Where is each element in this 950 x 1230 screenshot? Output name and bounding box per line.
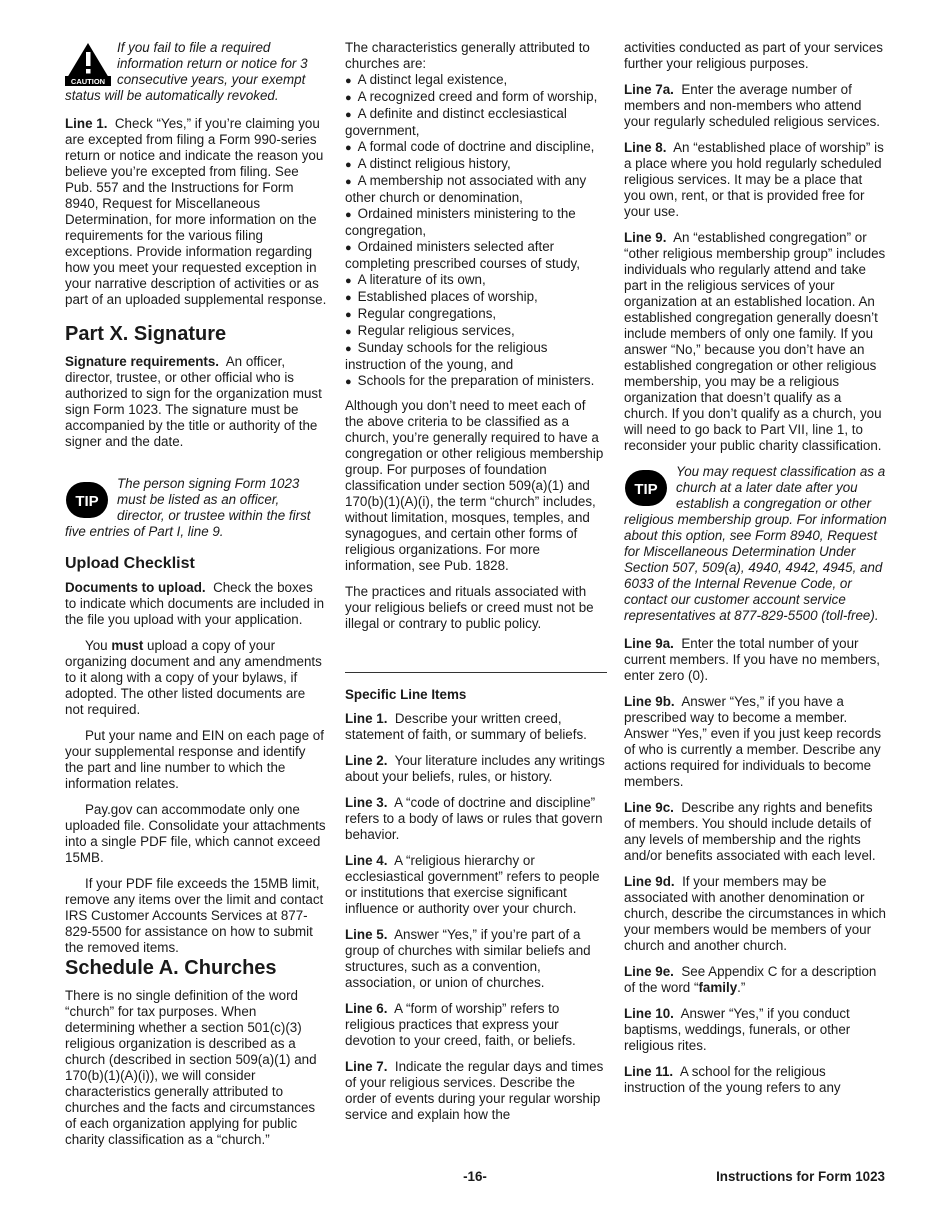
line-item-text: Enter the average number of members and non-members who attend your regularly scheduled religious services. xyxy=(624,82,881,129)
line-item-text: Describe your written creed, statement of faith, or summary of beliefs. xyxy=(345,711,587,742)
characteristic-item: ● A membership not associated with any other church or denomination, xyxy=(345,173,587,205)
characteristic-item: ● Schools for the preparation of ministers. xyxy=(345,373,595,388)
line-item-paragraph xyxy=(624,636,887,684)
bullet-icon: ● xyxy=(345,326,352,338)
line-item-text: If your members may be associated with another denomination or church, describe the circumstances in which your members would be members of your church and another church. xyxy=(624,874,886,953)
line-item-paragraph xyxy=(345,1001,607,1049)
svg-text:CAUTION: CAUTION xyxy=(70,77,106,86)
tip-notice-signer xyxy=(65,476,327,540)
line-item-text: Describe any rights and benefits of members. You should include details of any levels of membership and the rights and/or benefits associated with each level. xyxy=(624,800,876,863)
characteristics-intro: The characteristics generally attributed to churches are: xyxy=(345,40,590,71)
documents-to-upload-paragraph: Documents to upload. Check the boxes to indicate which documents are included in the file you upload with your application. xyxy=(65,580,325,627)
caution-notice xyxy=(65,40,327,104)
form-title-footer: Instructions for Form 1023 xyxy=(716,1169,885,1184)
line-item-text: A “form of worship” refers to religious practices that express your devotion to your creed, faith, or beliefs. xyxy=(345,1001,576,1048)
line1-label: Line 1. xyxy=(65,116,108,131)
characteristic-item: ● Regular congregations, xyxy=(345,306,497,321)
church-definition-paragraph: There is no single definition of the word “church” for tax purposes. When determining whether a section 501(c)(3) religious organization is described as a church (described in section 509(a)(1) and 170(b)(1)(A)(i)), we will consider characteristics generally attributed to churches and the facts and circumstances of each organization applying for public charity classification as a “church.” xyxy=(65,988,317,1147)
bullet-icon: ● xyxy=(345,343,352,355)
bullet-icon: ● xyxy=(345,75,352,87)
column-1 xyxy=(65,40,327,1158)
page-number: -16- xyxy=(463,1169,487,1184)
line-item-text: A “code of doctrine and discipline” refers to a body of laws or rules that govern behavior. xyxy=(345,795,603,842)
line-item-label: Line 4. xyxy=(345,853,388,868)
svg-text:TIP: TIP xyxy=(75,493,99,510)
practices-paragraph: The practices and rituals associated with your religious beliefs or creed must not be illegal or contrary to public policy. xyxy=(345,584,594,631)
line-item-text: Answer “Yes,” if you conduct baptisms, weddings, funerals, or other religious rites. xyxy=(624,1006,851,1053)
line-item-paragraph xyxy=(345,927,607,991)
col3-line-items-a xyxy=(624,82,887,454)
characteristic-item: ● A distinct religious history, xyxy=(345,156,511,171)
column-2 xyxy=(345,40,607,1133)
characteristic-item: ● A distinct legal existence, xyxy=(345,72,508,87)
line-item-paragraph xyxy=(345,711,607,743)
line-item-paragraph xyxy=(345,853,607,917)
line-item-paragraph xyxy=(624,230,887,454)
characteristic-item: ● A literature of its own, xyxy=(345,272,486,287)
specific-line-items-heading: Specific Line Items xyxy=(345,687,467,702)
line-item-label: Line 11. xyxy=(624,1064,674,1079)
column-3 xyxy=(624,40,887,1106)
bullet-icon: ● xyxy=(345,376,352,388)
bullet-icon: ● xyxy=(345,209,352,221)
tip-text: The person signing Form 1023 must be listed as an officer, director, or trustee within the first five entries of Part I, line 9. xyxy=(65,476,311,539)
caution-text: If you fail to file a required information return or notice for 3 consecutive years, your exempt status will be automatically revoked. xyxy=(65,40,308,103)
pdf-limit-paragraph: If your PDF file exceeds the 15MB limit, remove any items over the limit and contact IRS Customer Accounts Services at 877-829-5500 for assistance on how to submit the removed items. xyxy=(65,876,324,955)
line1-paragraph xyxy=(65,116,327,308)
line-item-paragraph xyxy=(624,694,887,790)
bullet-icon: ● xyxy=(345,242,352,254)
line-item-paragraph xyxy=(624,1064,887,1096)
line-item-text: Answer “Yes,” if you have a prescribed way to become a member. Answer “Yes,” even if you just keep records of who is currently a member. Describe any actions required for individuals to become members. xyxy=(624,694,882,789)
signature-requirements-paragraph: Signature requirements. An officer, director, trustee, or other official who is authorized to sign for the organization must sign Form 1023. The signature must be accompanied by the title or authority of the signer and the date. xyxy=(65,354,322,449)
col2-line-items xyxy=(345,711,607,1123)
bullet-icon: ● xyxy=(345,142,352,154)
characteristic-item: ● A definite and distinct ecclesiastical government, xyxy=(345,106,567,138)
part-x-heading: Part X. Signature xyxy=(65,323,227,345)
characteristic-item: ● Regular religious services, xyxy=(345,323,515,338)
must-upload-paragraph: You must upload a copy of your organizing document and any amendments to it along with a copy of your bylaws, if adopted. The other listed documents are not required. xyxy=(65,638,322,717)
line-item-text: Your literature includes any writings about your beliefs, rules, or history. xyxy=(345,753,605,784)
section-divider xyxy=(345,672,607,673)
line-item-label: Line 7. xyxy=(345,1059,388,1074)
characteristic-item: ● Ordained ministers selected after completing prescribed courses of study, xyxy=(345,239,580,271)
line-item-label: Line 10. xyxy=(624,1006,674,1021)
line-item-label: Line 5. xyxy=(345,927,388,942)
line-item-paragraph xyxy=(624,800,887,864)
bullet-icon: ● xyxy=(345,176,352,188)
characteristic-item: ● Ordained ministers ministering to the congregation, xyxy=(345,206,576,238)
paygov-paragraph: Pay.gov can accommodate only one uploaded file. Consolidate your attachments into a single PDF file, which cannot exceed 15MB. xyxy=(65,802,326,865)
line-item-text: An “established place of worship” is a place where you hold regularly scheduled religious services. It may be a place that you own, rent, or that is provided free for your use. xyxy=(624,140,884,219)
characteristic-item: ● A formal code of doctrine and discipline, xyxy=(345,139,595,154)
line-item-label: Line 9c. xyxy=(624,800,674,815)
bullet-icon: ● xyxy=(345,109,352,121)
line-9e-paragraph: Line 9e. See Appendix C for a description of the word “family.” xyxy=(624,964,877,995)
line-item-label: Line 3. xyxy=(345,795,388,810)
line-item-paragraph xyxy=(345,1059,607,1123)
line-item-text: Indicate the regular days and times of your religious services. Describe the order of events during your regular worship service and explain how the xyxy=(345,1059,604,1122)
line-item-paragraph xyxy=(624,874,887,954)
line-item-label: Line 2. xyxy=(345,753,388,768)
line-item-paragraph xyxy=(624,82,887,130)
tip-icon xyxy=(624,466,670,510)
col3-line-items-b xyxy=(624,636,887,954)
line-item-label: Line 8. xyxy=(624,140,667,155)
line-item-label: Line 9a. xyxy=(624,636,674,651)
line-item-text: Enter the total number of your current members. If you have no members, enter zero (0). xyxy=(624,636,881,683)
characteristic-item: ● Sunday schools for the religious instruction of the young, and xyxy=(345,340,548,372)
line-item-text: A “religious hierarchy or ecclesiastical government” refers to people or institutions that exercise significant influence or authority over your church. xyxy=(345,853,600,916)
upload-checklist-heading: Upload Checklist xyxy=(65,555,195,572)
line-item-label: Line 9b. xyxy=(624,694,675,709)
continued-text: activities conducted as part of your services further your religious purposes. xyxy=(624,40,884,71)
bullet-icon: ● xyxy=(345,309,352,321)
line-item-text: Answer “Yes,” if you’re part of a group of churches with similar beliefs and structures, such as a convention, association, or union of churches. xyxy=(345,927,591,990)
tip-notice-classification xyxy=(624,464,887,624)
line-item-paragraph xyxy=(624,1006,887,1054)
line-item-label: Line 1. xyxy=(345,711,388,726)
line-item-text: An “established congregation” or “other religious membership group” includes individuals who regularly attend and take part in the religious services of your organization at an established location. An established congregation generally doesn’t include members of only one family. If you answer “No,” because you don’t have an established congregation or other religious membership, you may be a religious organization that doesn’t qualify as a church. If you don’t qualify as a church, you will need to go back to Part VII, line 1, to reconsider your public charity classification. xyxy=(624,230,886,453)
line-item-label: Line 9d. xyxy=(624,874,675,889)
tip-icon xyxy=(65,478,111,522)
characteristics-list xyxy=(345,72,607,390)
characteristic-item: ● A recognized creed and form of worship, xyxy=(345,89,598,104)
caution-icon xyxy=(65,42,111,86)
svg-text:TIP: TIP xyxy=(634,481,658,498)
bullet-icon: ● xyxy=(345,292,352,304)
although-paragraph: Although you don’t need to meet each of the above criteria to be classified as a church, you’re generally required to have a congregation or other religious membership group. For purposes of foundation classification under section 509(a)(1) and 170(b)(1)(A)(i), the term “church” includes, without limitation, mosques, temples, and synagogues, and certain other forms of religious organizations. For more information, see Pub. 1828. xyxy=(345,398,604,573)
name-ein-paragraph: Put your name and EIN on each page of your supplemental response and identify the part and line number to which the information relates. xyxy=(65,728,324,791)
bullet-icon: ● xyxy=(345,275,352,287)
line-item-text: A school for the religious instruction of the young refers to any xyxy=(624,1064,841,1095)
line-item-paragraph xyxy=(345,753,607,785)
line-item-label: Line 7a. xyxy=(624,82,674,97)
characteristic-item: ● Established places of worship, xyxy=(345,289,538,304)
line-item-paragraph xyxy=(345,795,607,843)
bullet-icon: ● xyxy=(345,92,352,104)
tip-text: You may request classification as a church at a later date after you establish a congregation or other religious membership group. For information about this option, see Form 8940, Request for Miscellaneous Determination Under Section 507, 509(a), 4940, 4942, 4945, and 6033 of the Internal Revenue Code, or contact our customer account service representatives at 877-829-5500 (toll-free). xyxy=(624,464,887,623)
line-item-label: Line 6. xyxy=(345,1001,388,1016)
col3-line-items-c xyxy=(624,1006,887,1096)
line-item-label: Line 9. xyxy=(624,230,667,245)
line-item-paragraph xyxy=(624,140,887,220)
line1-text: Check “Yes,” if you’re claiming you are excepted from filing a Form 990-series return or notice and indicate the reason you believe you’re excepted from filing. See Pub. 557 and the Instructions for Form 8940, Request for Miscellaneous Determination, for more information on the requirements for the various filing exceptions. Provide information regarding how you meet your requested exception in your narrative description of activities or as part of an uploaded supplemental response. xyxy=(65,116,327,307)
schedule-a-heading: Schedule A. Churches xyxy=(65,957,277,979)
bullet-icon: ● xyxy=(345,159,352,171)
